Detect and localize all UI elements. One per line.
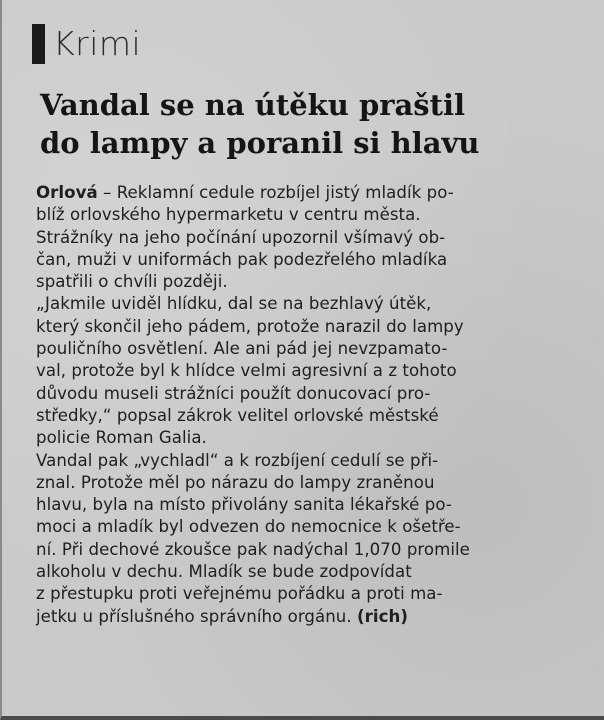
body-line: jetku u příslušného správního orgánu. (rich) [36, 606, 408, 626]
body-line: alkoholu v dechu. Mladík se bude zodpovídat [36, 562, 412, 582]
body-line: který skončil jeho pádem, protože narazil do lampy [36, 316, 464, 336]
body-line: hlavu, byla na místo přivolány sanita lékařské po- [36, 495, 452, 515]
author-credit: (rich) [357, 606, 408, 626]
headline-line: Vandal se na útěku praštil [40, 88, 466, 122]
body-line: středky,“ popsal zákrok velitel orlovské městské [36, 405, 439, 425]
body-line: Vandal pak „vychladl“ a k rozbíjení cedulí se při- [36, 450, 439, 470]
body-line: ní. Při dechové zkoušce pak nadýchal 1,070 promile [36, 539, 470, 559]
body-line: pouličního osvětlení. Ale ani pád jej nevzpamato- [36, 339, 448, 359]
body-line: znal. Protože měl po nárazu do lampy zraněnou [36, 472, 435, 492]
article-headline [40, 86, 580, 162]
body-line: moci a mladík byl odvezen do nemocnice k ošetře- [36, 517, 461, 537]
body-line: z přestupku proti veřejnému pořádku a proti ma- [36, 584, 443, 604]
body-line: policie Roman Galia. [36, 428, 207, 448]
body-line: čan, muži v uniformách pak podezřelého mladíka [36, 249, 448, 269]
body-line: val, protože byl k hlídce velmi agresivní a z tohoto [36, 361, 457, 381]
headline-line: do lampy a poranil si hlavu [40, 126, 480, 160]
dateline: Orlová [36, 183, 98, 202]
body-line: spatřili o chvíli později. [36, 272, 228, 292]
section-label: Krimi [53, 24, 142, 63]
body-line: důvodu museli strážníci použít donucovací pro- [36, 383, 431, 403]
body-line: „Jakmile uviděl hlídku, dal se na bezhlavý útěk, [36, 294, 432, 314]
section-header [32, 24, 141, 64]
body-line: Strážníky na jeho počínání upozornil všímavý ob- [36, 227, 446, 247]
section-marker-bar [32, 24, 45, 64]
body-line: Orlová – Reklamní cedule rozbíjel jistý mladík po- [36, 183, 454, 202]
article-body [36, 182, 591, 628]
body-line: blíž orlovského hypermarketu v centru města. [36, 205, 421, 225]
